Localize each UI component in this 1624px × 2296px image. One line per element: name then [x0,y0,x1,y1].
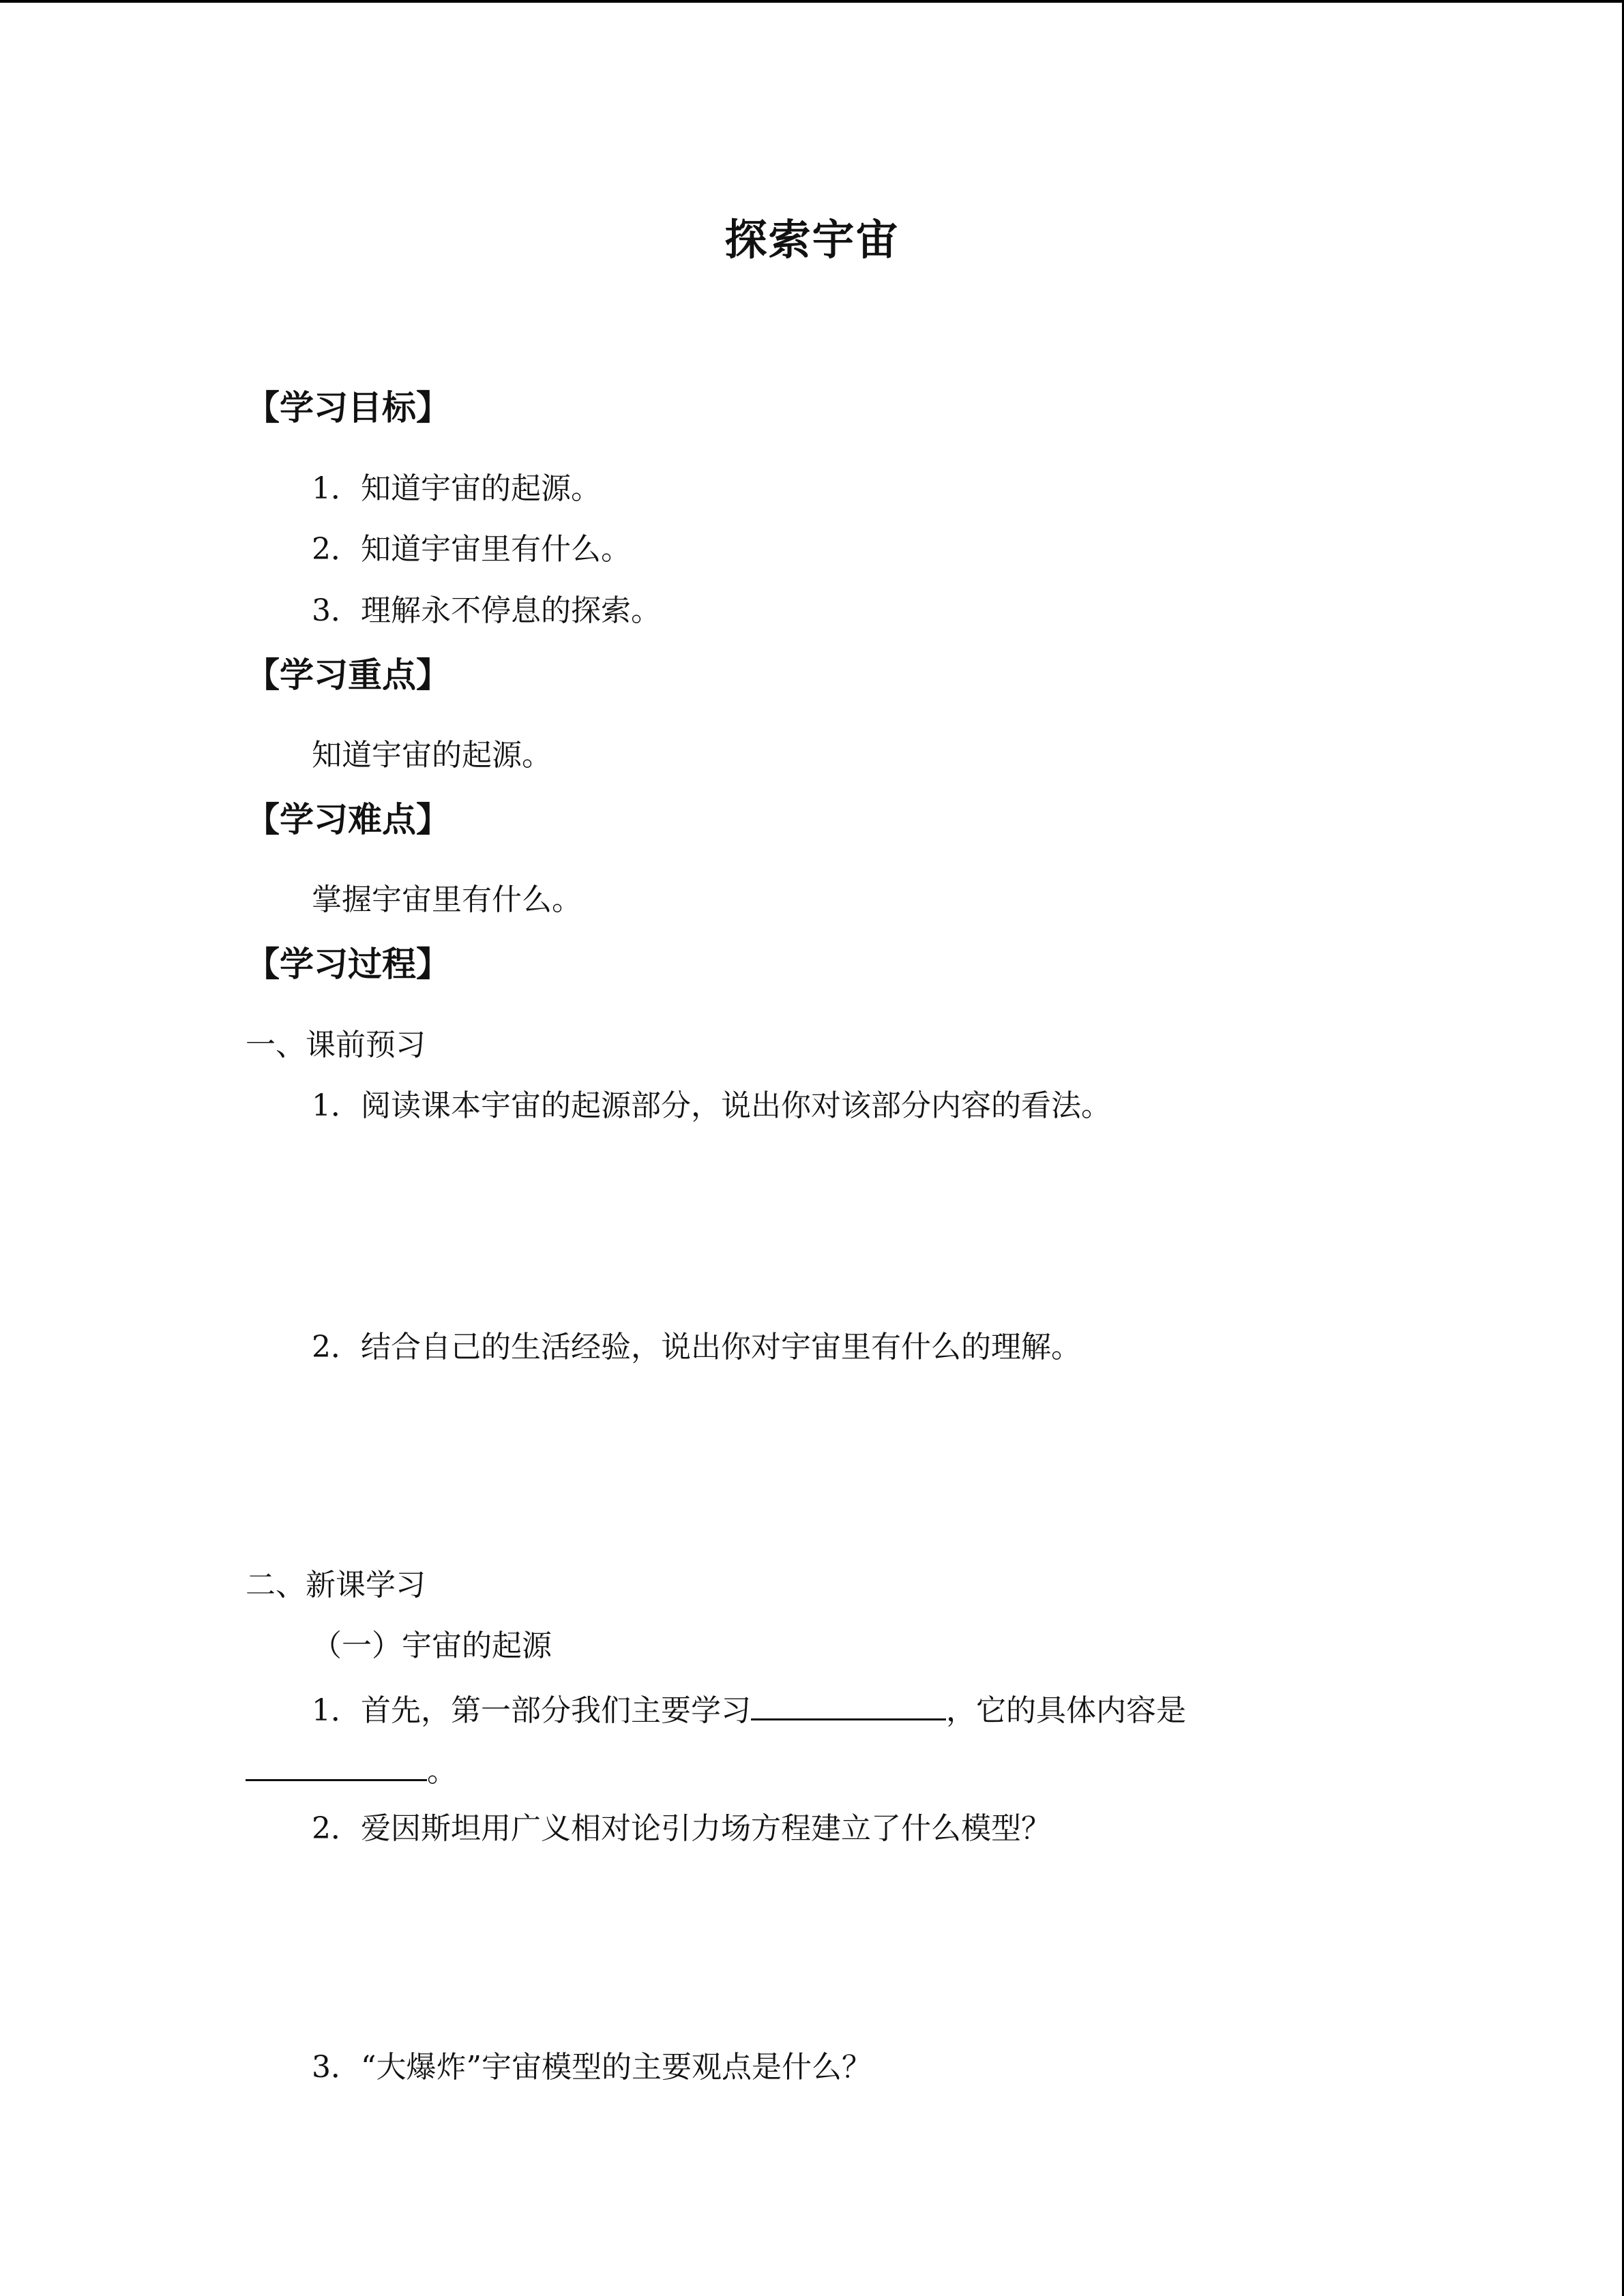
fill-question-1-text-a: 1．首先，第一部分我们主要学习 [312,1693,751,1728]
question-big-bang: 3．“大爆炸”宇宙模型的主要观点是什么？ [312,2050,872,2085]
objective-item: 2．知道宇宙里有什么。 [312,532,631,567]
preview-label: 一、课前预习 [246,1028,426,1062]
objectives-heading: 【学习目标】 [246,388,450,428]
subsection-origin: （一）宇宙的起源 [312,1628,552,1663]
fill-question-1-end: 。 [427,1754,457,1789]
preview-question-1: 1．阅读课本宇宙的起源部分，说出你对该部分内容的看法。 [312,1088,1111,1123]
preview-question-2: 2．结合自己的生活经验，说出你对宇宙里有什么的理解。 [312,1330,1081,1365]
answer-blank-1[interactable] [751,1687,946,1720]
answer-blank-2[interactable] [246,1748,427,1781]
objective-item: 3．理解永不停息的探索。 [312,593,661,628]
objective-item: 1．知道宇宙的起源。 [312,471,601,506]
page-border-top [0,0,1624,3]
difficulty-heading: 【学习难点】 [246,800,450,839]
fill-question-1-text-b: ，它的具体内容是 [946,1693,1186,1728]
process-heading: 【学习过程】 [246,944,450,984]
fill-question-1 [312,1687,1186,1731]
fill-question-1-continued [246,1748,457,1792]
new-lesson-label: 二、新课学习 [246,1568,426,1602]
difficulty-text: 掌握宇宙里有什么。 [312,882,582,917]
key-point-heading: 【学习重点】 [246,655,450,695]
key-point-text: 知道宇宙的起源。 [312,738,552,773]
page-title: 探索宇宙 [724,215,900,265]
question-einstein-model: 2．爱因斯坦用广义相对论引力场方程建立了什么模型？ [312,1811,1051,1846]
